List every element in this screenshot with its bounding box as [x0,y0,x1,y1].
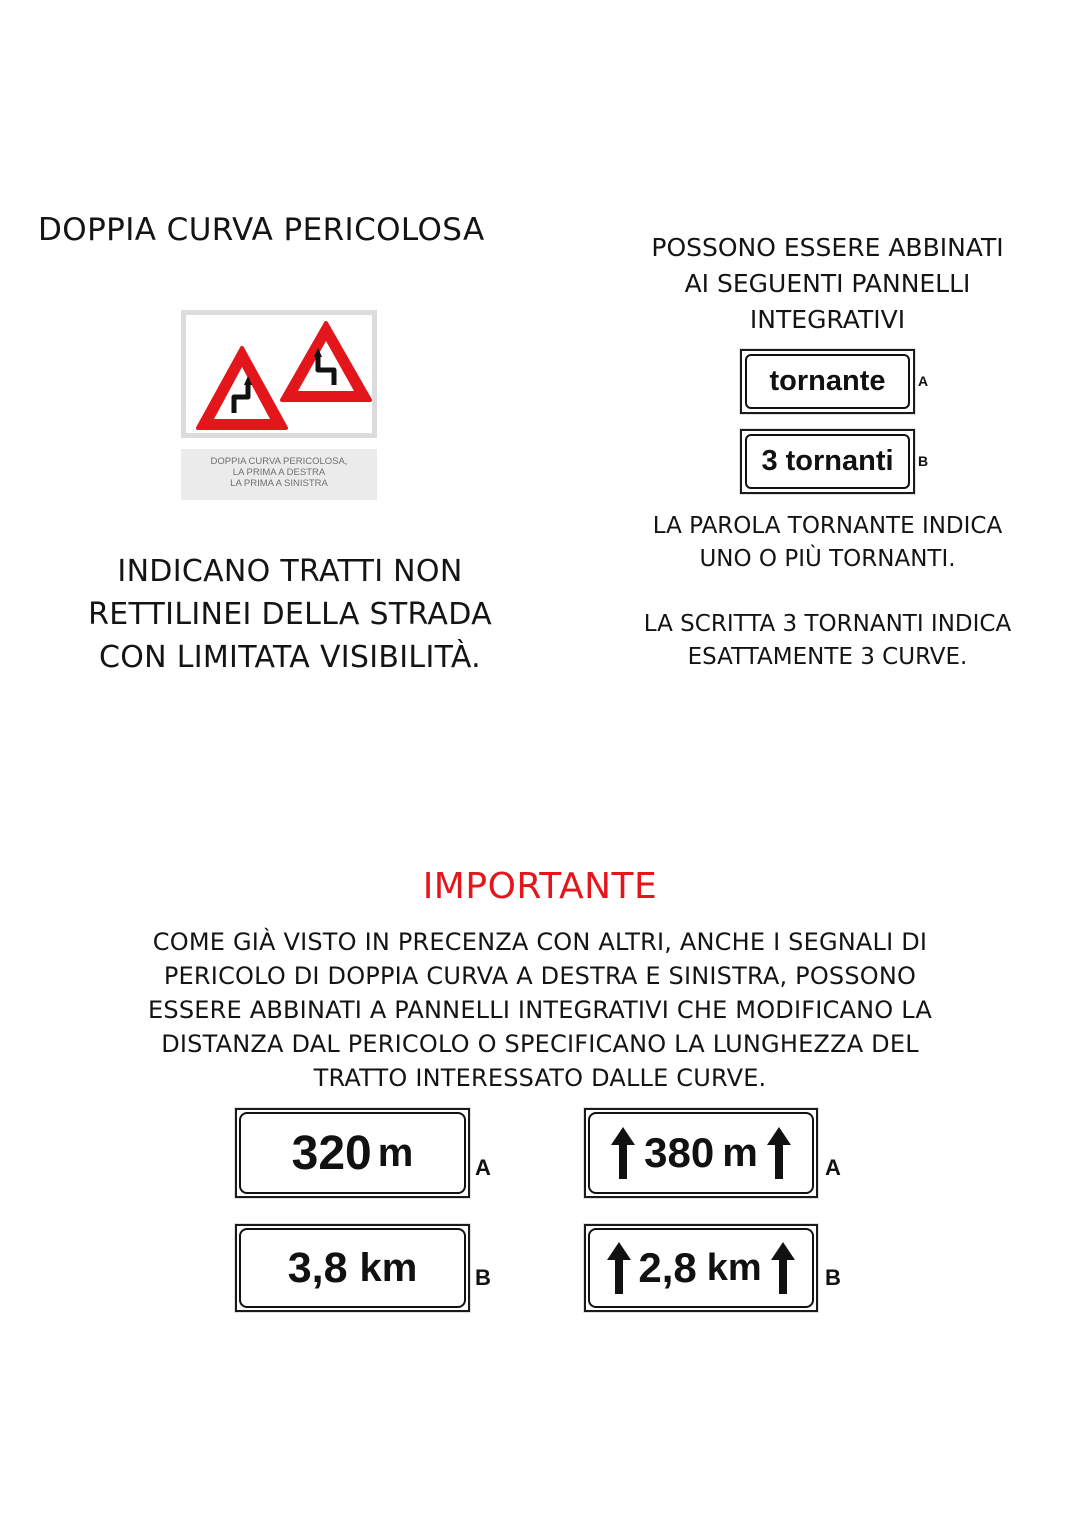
panel-label: B [825,1265,841,1290]
panel-value: 3,8 [287,1243,348,1292]
arrow-up-icon [770,1240,796,1296]
note-line: ESATTAMENTE 3 CURVE. [687,644,968,670]
panel-inner [239,1228,466,1308]
panel-value: 320 [291,1126,372,1180]
sign-caption-line: LA PRIMA A DESTRA [232,467,326,478]
panel-value: 2,8 [638,1244,697,1291]
description-line: INDICANO TRATTI NON [117,554,463,589]
arrow-up-icon [610,1125,636,1181]
description-line: CON LIMITATA VISIBILITÀ. [98,640,482,675]
important-line: PERICOLO DI DOPPIA CURVA A DESTRA E SINISTRA, POSSONO [163,962,917,990]
distance-panel-a [235,1108,470,1198]
heading-line: INTEGRATIVI [749,305,906,334]
panel-text: tornante [745,354,910,409]
note-line: UNO O PIÙ TORNANTI. [699,546,956,572]
important-line: TRATTO INTERESSATO DALLE CURVE. [313,1064,767,1092]
panel-inner [239,1112,466,1194]
tre-tornanti-panel [740,429,915,494]
panel-unit: m [722,1130,758,1175]
note-line: LA SCRITTA 3 TORNANTI INDICA [643,611,1012,637]
double-curve-sign-image [181,310,377,438]
sign-caption-line: LA PRIMA A SINISTRA [230,478,328,489]
important-title: IMPORTANTE [422,866,658,907]
curve-sign-left-icon [198,348,286,428]
panel-unit: m [377,1130,414,1175]
important-line: COME GIÀ VISTO IN PRECENZA CON ALTRI, ANCHE I SEGNALI DI [152,928,928,956]
left-description [40,550,540,679]
panel-text: 3 tornanti [745,434,910,489]
arrow-up-icon [766,1125,792,1181]
distance-panel-b [235,1224,470,1312]
panel-inner [588,1112,814,1194]
panel-unit: km [706,1246,762,1289]
important-line: ESSERE ABBINATI A PANNELLI INTEGRATIVI CHE MODIFICANO LA [148,996,932,1024]
right-notes [600,510,1055,674]
description-line: RETTILINEI DELLA STRADA [88,597,492,632]
section-title: DOPPIA CURVA PERICOLOSA [38,212,485,248]
curve-sign-right-icon [282,323,370,400]
arrow-up-icon [606,1240,632,1296]
sign-caption-line: DOPPIA CURVA PERICOLOSA, [210,456,348,467]
panel-label: A [475,1155,491,1180]
tornante-panel [740,349,915,414]
panel-label: B [475,1265,491,1290]
right-heading [600,230,1055,338]
panel-value: 380 [644,1129,715,1176]
sign-caption [181,449,377,500]
panel-label: A [825,1155,841,1180]
important-line: DISTANZA DAL PERICOLO O SPECIFICANO LA LUNGHEZZA DEL [161,1030,919,1058]
length-panel-a [584,1108,818,1198]
panel-label: B [918,453,929,469]
length-panel-b [584,1224,818,1312]
note-line: LA PAROLA TORNANTE INDICA [652,513,1003,539]
panel-label: A [918,373,929,389]
panel-inner [588,1228,814,1308]
heading-line: POSSONO ESSERE ABBINATI [651,233,1004,262]
panel-unit: km [359,1245,418,1290]
double-curve-signs-icon [186,315,372,433]
important-text [40,925,1040,1095]
heading-line: AI SEGUENTI PANNELLI [684,269,971,298]
